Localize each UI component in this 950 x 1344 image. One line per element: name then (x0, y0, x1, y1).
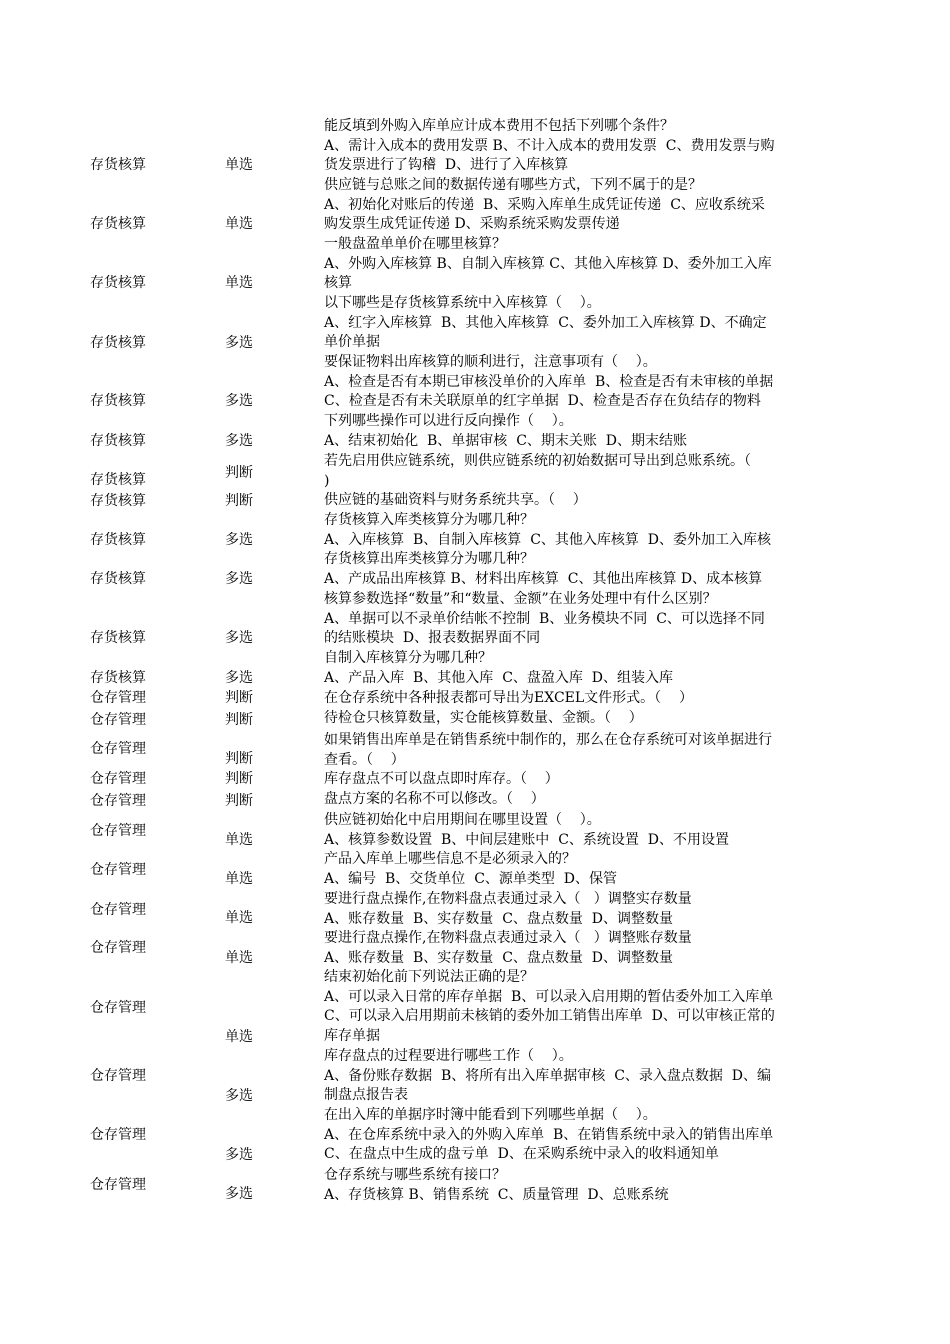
row-category: 存货核算 (90, 275, 146, 291)
row-category: 存货核算 (90, 532, 146, 548)
row-question-text: 若先启用供应链系统，则供应链系统的初始数据可导出到总账系统。（ (324, 453, 751, 469)
row-question-type: 判断 (225, 690, 253, 706)
row-question-type: 多选 (225, 571, 253, 587)
row-option-line: A、备份账存数据 B、将所有出入库单据审核 C、录入盘点数据 D、编 (324, 1068, 772, 1084)
row-category: 存货核算 (90, 335, 146, 351)
row-question-text: 要进行盘点操作,在物料盘点表通过录入（ ）调整账存数量 (324, 930, 692, 946)
row-question-type: 判断 (225, 465, 253, 481)
row-category: 存货核算 (90, 630, 146, 646)
row-option-line: C、可以录入启用期前未核销的委外加工销售出库单 D、可以审核正常的 (324, 1008, 775, 1024)
row-option-line: A、单据可以不录单价结帐不控制 B、业务模块不同 C、可以选择不同 (324, 611, 765, 627)
row-question-type: 多选 (225, 1186, 253, 1202)
row-option-line: A、编号 B、交货单位 C、源单类型 D、保管 (324, 871, 618, 887)
row-question-type: 单选 (225, 910, 253, 926)
row-category: 仓存管理 (90, 823, 146, 839)
row-category: 仓存管理 (90, 902, 146, 918)
row-question-type: 单选 (225, 157, 253, 173)
row-option-line: 核算 (324, 275, 352, 291)
row-question-text: 供应链的基础资料与财务系统共享。（ ） (324, 492, 587, 508)
row-question-type: 多选 (225, 393, 253, 409)
row-option-line: A、初始化对账后的传递 B、采购入库单生成凭证传递 C、应收系统采 (324, 197, 765, 213)
row-question-text: 结束初始化前下列说法正确的是？ (324, 969, 534, 985)
row-option-line: A、账存数量 B、实存数量 C、盘点数量 D、调整数量 (324, 911, 674, 927)
row-question-text: 下列哪些操作可以进行反向操作（ ）。 (324, 413, 573, 429)
row-option-line: 单价单据 (324, 334, 380, 350)
row-category: 仓存管理 (90, 862, 146, 878)
row-category: 仓存管理 (90, 1068, 146, 1084)
row-category: 仓存管理 (90, 771, 146, 787)
row-category: 仓存管理 (90, 1177, 146, 1193)
row-category: 存货核算 (90, 157, 146, 173)
row-question-text: 产品入库单上哪些信息不是必须录入的？ (324, 851, 576, 867)
row-option-line: A、在仓库系统中录入的外购入库单 B、在销售系统中录入的销售出库单 (324, 1127, 774, 1143)
row-option-line: A、红字入库核算 B、其他入库核算 C、委外加工入库核算 D、不确定 (324, 315, 767, 331)
row-option-line: ) (324, 473, 330, 489)
row-question-text: 核算参数选择“数量”和“数量、金额”在业务处理中有什么区别？ (324, 591, 717, 607)
row-category: 仓存管理 (90, 1127, 146, 1143)
row-category: 仓存管理 (90, 690, 146, 706)
row-question-text: 库存盘点的过程要进行哪些工作（ ）。 (324, 1048, 573, 1064)
row-question-text: 能反填到外购入库单应计成本费用不包括下列哪个条件？ (324, 118, 674, 134)
row-option-line: A、入库核算 B、自制入库核算 C、其他入库核算 D、委外加工入库核 (324, 532, 772, 548)
row-question-text: 库存盘点不可以盘点即时库存。（ ） (324, 771, 559, 787)
row-option-line: A、可以录入日常的库存单据 B、可以录入启用期的暂估委外加工入库单 (324, 989, 774, 1005)
row-question-text: 供应链与总账之间的数据传递有哪些方式，下列不属于的是？ (324, 177, 702, 193)
row-question-type: 判断 (225, 751, 253, 767)
row-question-text: 要进行盘点操作,在物料盘点表通过录入（ ）调整实存数量 (324, 891, 692, 907)
row-category: 存货核算 (90, 493, 146, 509)
row-question-text: 自制入库核算分为哪几种？ (324, 650, 492, 666)
row-question-type: 单选 (225, 871, 253, 887)
row-question-type: 多选 (225, 1088, 253, 1104)
row-option-line: A、账存数量 B、实存数量 C、盘点数量 D、调整数量 (324, 950, 674, 966)
row-option-line: A、存货核算 B、销售系统 C、质量管理 D、总账系统 (324, 1187, 669, 1203)
row-option-line: A、结束初始化 B、单据审核 C、期末关账 D、期末结账 (324, 433, 688, 449)
row-question-text: 在仓存系统中各种报表都可导出为EXCEL文件形式。（ ） (324, 690, 693, 706)
row-option-line: 库存单据 (324, 1028, 380, 1044)
row-option-line: A、产成品出库核算 B、材料出库核算 C、其他出库核算 D、成本核算 (324, 571, 763, 587)
row-option-line: 查看。（ ） (324, 752, 405, 768)
row-question-type: 多选 (225, 670, 253, 686)
row-question-text: 待检仓只核算数量，实仓能核算数量、金额。（ ） (324, 710, 643, 726)
row-question-type: 单选 (225, 832, 253, 848)
row-question-type: 判断 (225, 712, 253, 728)
row-category: 仓存管理 (90, 741, 146, 757)
row-option-line: 购发票生成凭证传递 D、采购系统采购发票传递 (324, 216, 620, 232)
row-question-text: 要保证物料出库核算的顺利进行，注意事项有（ ）。 (324, 354, 657, 370)
row-category: 仓存管理 (90, 1000, 146, 1016)
row-option-line: C、检查是否有未关联原单的红字单据 D、检查是否存在负结存的物料 (324, 393, 761, 409)
row-question-text: 存货核算入库类核算分为哪几种？ (324, 512, 534, 528)
row-option-line: A、外购入库核算 B、自制入库核算 C、其他入库核算 D、委外加工入库 (324, 256, 772, 272)
row-question-type: 判断 (225, 493, 253, 509)
row-question-type: 单选 (225, 216, 253, 232)
row-question-text: 供应链初始化中启用期间在哪里设置（ ）。 (324, 812, 601, 828)
row-question-type: 多选 (225, 532, 253, 548)
row-question-text: 以下哪些是存货核算系统中入库核算（ ）。 (324, 295, 601, 311)
row-category: 存货核算 (90, 433, 146, 449)
row-question-type: 判断 (225, 793, 253, 809)
row-question-type: 多选 (225, 335, 253, 351)
row-question-text: 在出入库的单据序时簿中能看到下列哪些单据（ ）。 (324, 1107, 657, 1123)
row-question-type: 多选 (225, 1147, 253, 1163)
row-question-text: 仓存系统与哪些系统有接口？ (324, 1167, 506, 1183)
row-option-line: A、产品入库 B、其他入库 C、盘盈入库 D、组装入库 (324, 670, 674, 686)
row-option-line: A、核算参数设置 B、中间层建账中 C、系统设置 D、不用设置 (324, 832, 730, 848)
row-category: 存货核算 (90, 472, 146, 488)
row-category: 存货核算 (90, 670, 146, 686)
row-question-type: 单选 (225, 275, 253, 291)
row-question-type: 多选 (225, 630, 253, 646)
row-option-line: A、检查是否有本期已审核没单价的入库单 B、检查是否有未审核的单据 (324, 374, 774, 390)
row-question-type: 多选 (225, 433, 253, 449)
row-option-line: 制盘点报告表 (324, 1087, 408, 1103)
row-question-type: 单选 (225, 950, 253, 966)
row-category: 仓存管理 (90, 940, 146, 956)
row-question-text: 如果销售出库单是在销售系统中制作的，那么在仓存系统可对该单据进行 (324, 732, 772, 748)
row-option-line: 的结账模块 D、报表数据界面不同 (324, 630, 541, 646)
row-option-line: C、在盘点中生成的盘亏单 D、在采购系统中录入的收料通知单 (324, 1146, 719, 1162)
row-option-line: A、需计入成本的费用发票 B、不计入成本的费用发票 C、费用发票与购 (324, 138, 775, 154)
row-category: 存货核算 (90, 216, 146, 232)
row-question-text: 一般盘盈单单价在哪里核算？ (324, 236, 506, 252)
row-category: 仓存管理 (90, 793, 146, 809)
row-category: 仓存管理 (90, 712, 146, 728)
row-option-line: 货发票进行了钩稽 D、进行了入库核算 (324, 157, 569, 173)
row-question-text: 存货核算出库类核算分为哪几种？ (324, 551, 534, 567)
row-question-text: 盘点方案的名称不可以修改。（ ） (324, 791, 545, 807)
row-category: 存货核算 (90, 571, 146, 587)
row-question-type: 判断 (225, 771, 253, 787)
row-question-type: 单选 (225, 1029, 253, 1045)
row-category: 存货核算 (90, 393, 146, 409)
